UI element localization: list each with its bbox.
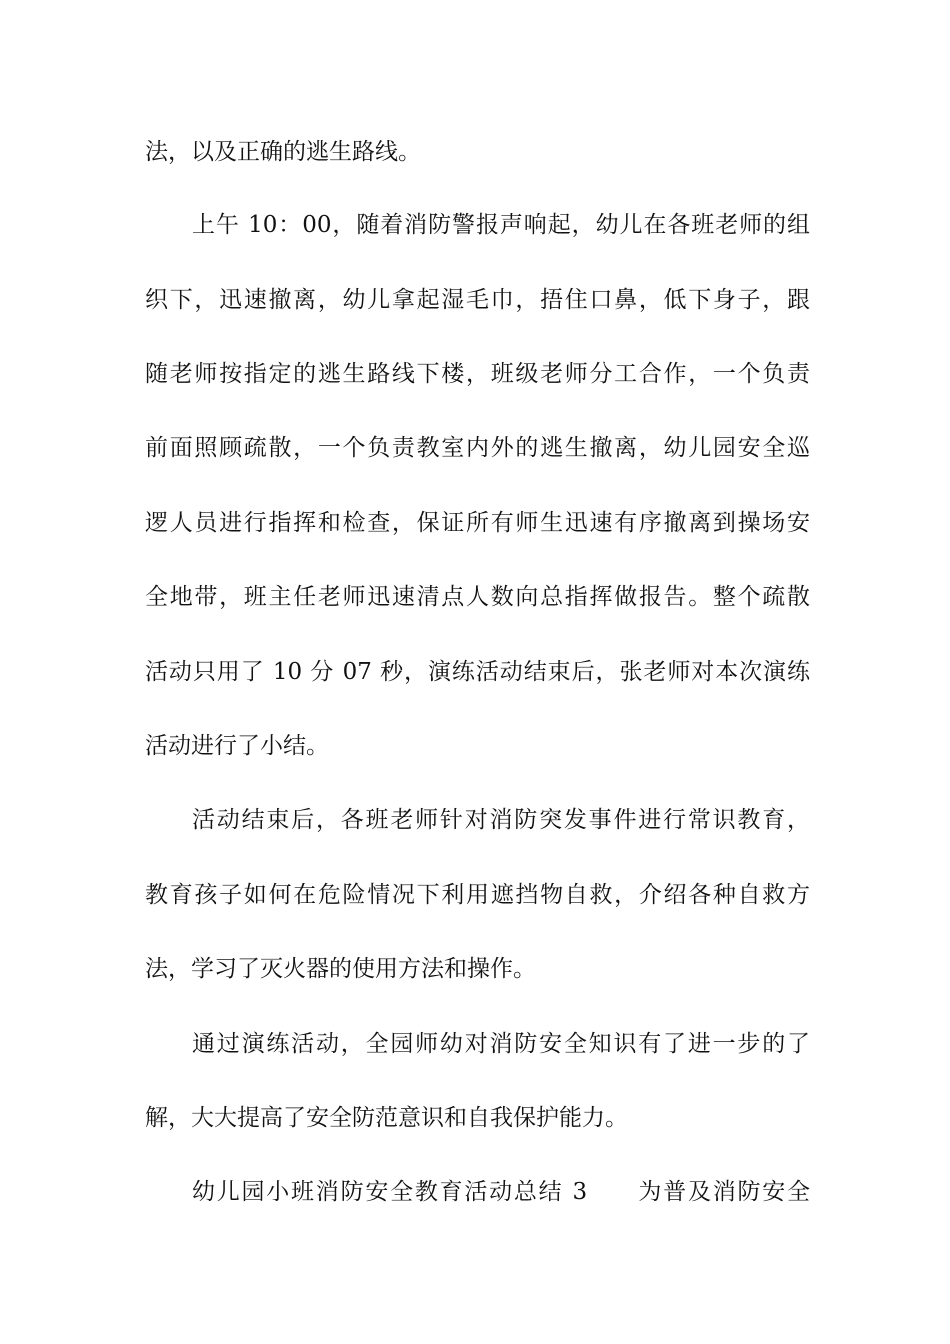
text-line-8: 活动只用了 10 分 07 秒，演练活动结束后，张老师对本次演练 [145,659,810,685]
text-line-1: 法，以及正确的逃生路线。 [145,139,421,165]
text-line-12: 法，学习了灭火器的使用方法和操作。 [145,956,536,982]
text-line-10: 活动结束后，各班老师针对消防突发事件进行常识教育， [192,807,810,833]
text-line-7: 全地带，班主任老师迅速清点人数向总指挥做报告。整个疏散 [145,584,810,610]
text-line-14: 解，大大提高了安全防范意识和自我保护能力。 [145,1105,628,1131]
text-line-13: 通过演练活动，全园师幼对消防安全知识有了进一步的了 [192,1031,810,1057]
text-line-2: 上午 10：00，随着消防警报声响起，幼儿在各班老师的组 [192,212,810,238]
text-line-3: 织下，迅速撤离，幼儿拿起湿毛巾，捂住口鼻，低下身子，跟 [145,287,810,313]
text-line-6: 逻人员进行指挥和检查，保证所有师生迅速有序撤离到操场安 [145,510,810,536]
text-line-5: 前面照顾疏散，一个负责教室内外的逃生撤离，幼儿园安全巡 [145,435,810,461]
text-line-15: 幼儿园小班消防安全教育活动总结 3 为普及消防安全 [192,1179,810,1205]
text-line-4: 随老师按指定的逃生路线下楼，班级老师分工合作，一个负责 [145,361,810,387]
text-line-11: 教育孩子如何在危险情况下利用遮挡物自救，介绍各种自救方 [145,882,810,908]
text-line-9: 活动进行了小结。 [145,733,329,759]
